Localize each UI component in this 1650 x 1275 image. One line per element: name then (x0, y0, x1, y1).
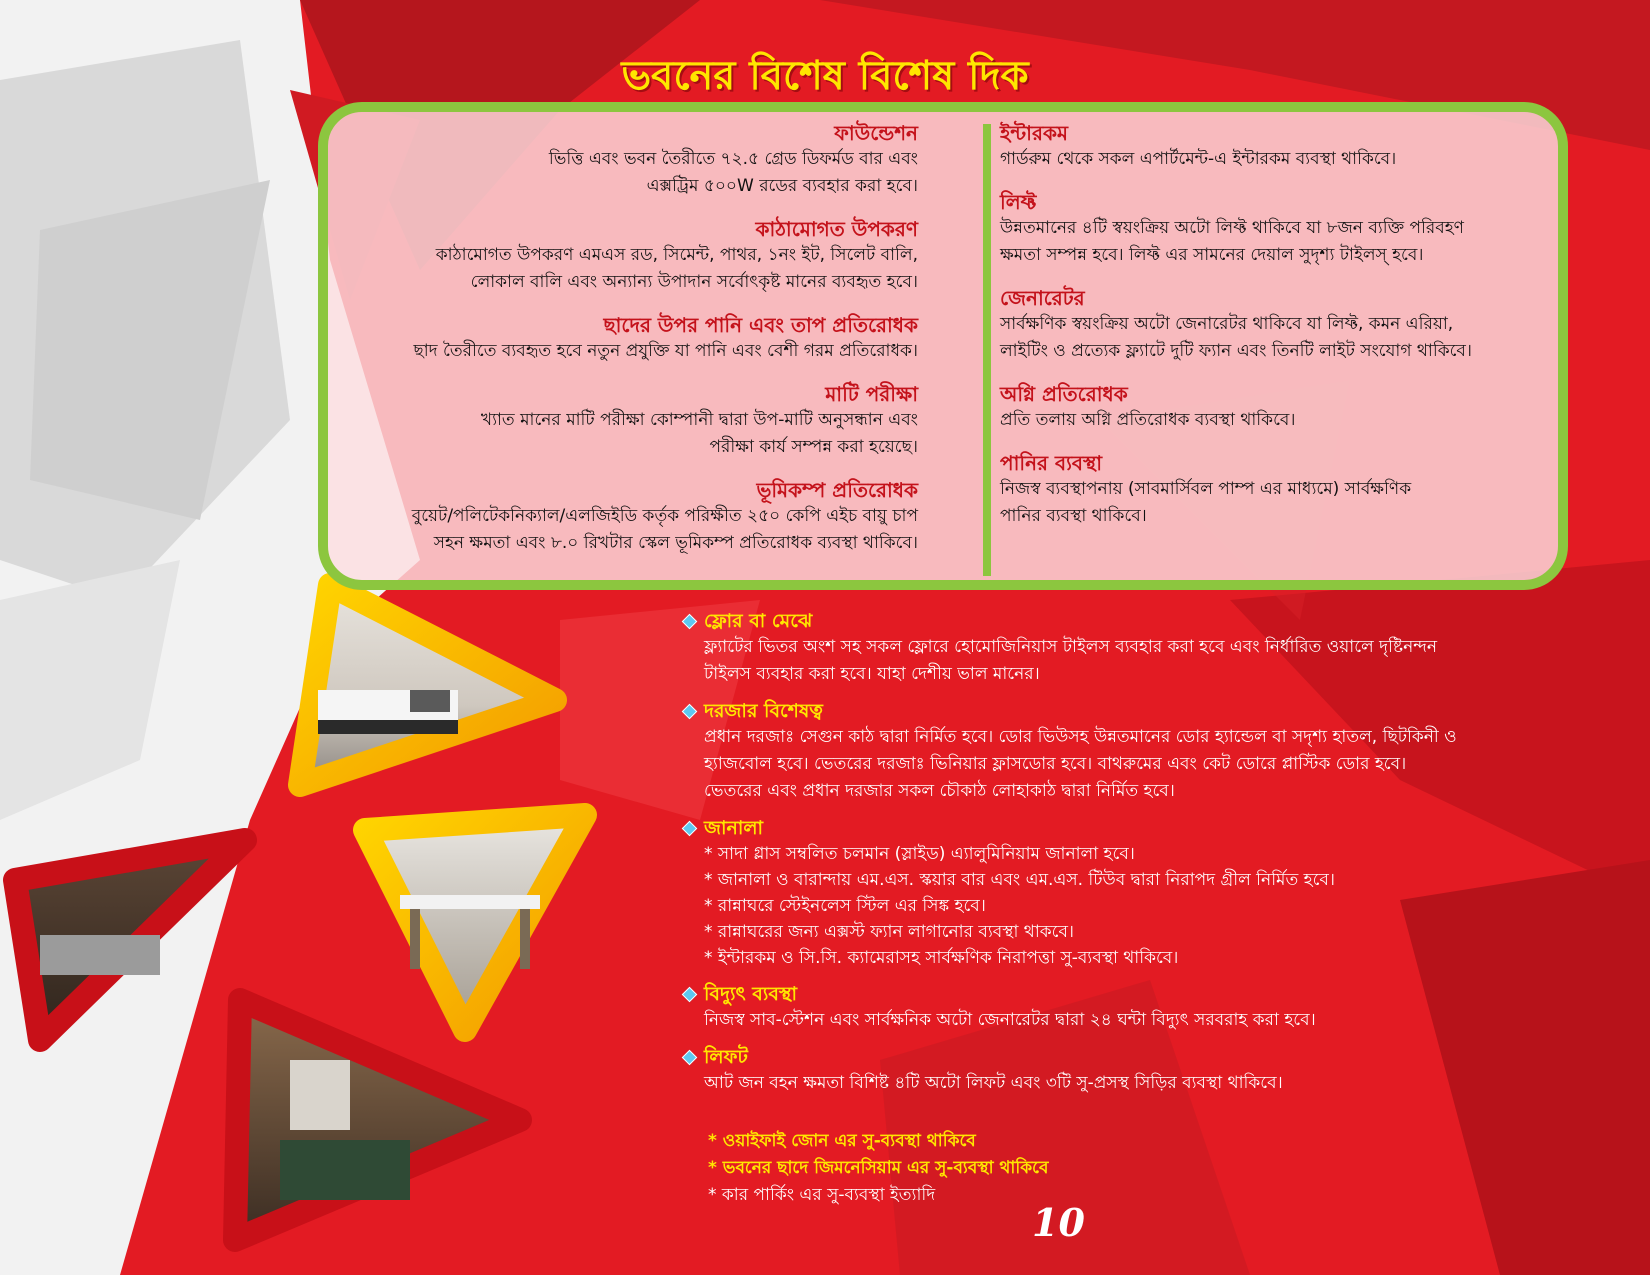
section-line: ভিত্তি এবং ভবন তৈরীতে ৭২.৫ গ্রেড ডিফর্মড বার এবং (548, 149, 918, 169)
section-heading: অগ্নি প্রতিরোধক (1000, 382, 1128, 406)
feature-electricity (682, 981, 1587, 1034)
section-water-supply (1000, 450, 1568, 530)
section-intercom (1000, 120, 1568, 173)
section-line: ছাদ তৈরীতে ব্যবহৃত হবে নতুন প্রযুক্তি যা পানি এবং বেশী গরম প্রতিরোধক। (413, 341, 918, 361)
feature-line: নিজস্ব সাব-স্টেশন এবং সার্বক্ষনিক অটো জেনারেটর দ্বারা ২৪ ঘন্টা বিদ্যুৎ সরবরাহ করা হবে। (704, 1010, 1316, 1030)
section-line: কাঠামোগত উপকরণ এমএস রড, সিমেন্ট, পাথর, ১নং ইট, সিলেট বালি, (435, 245, 918, 265)
section-line: গার্ডরুম থেকে সকল এপার্টমেন্ট-এ ইন্টারকম ব্যবস্থা থাকিবে। (1000, 149, 1397, 169)
section-lift (1000, 189, 1568, 269)
section-line: এক্সট্রিম ৫০০W রডের ব্যবহার করা হবে। (646, 176, 918, 196)
section-heading: মাটি পরীক্ষা (825, 382, 918, 406)
extra-item: * ভবনের ছাদে জিমনেসিয়াম এর সু-ব্যবস্থা থাকিবে (708, 1158, 1049, 1178)
extra-item: * কার পার্কিং এর সু-ব্যবস্থা ইত্যাদি (708, 1185, 936, 1205)
right-column (1000, 120, 1568, 546)
feature-list (682, 608, 1587, 1107)
feature-windows (682, 815, 1587, 971)
section-heading: জেনারেটর (1000, 286, 1085, 310)
feature-heading: বিদ্যুৎ ব্যবস্থা (682, 981, 1587, 1007)
feature-heading: জানালা (682, 815, 1587, 841)
feature-bullet: * জানালা ও বারান্দায় এম.এস. স্কয়ার বার এবং এম.এস. টিউব দ্বারা নিরাপদ গ্রীল নির্মিত হবে। (704, 870, 1335, 890)
feature-line: প্রধান দরজাঃ সেগুন কাঠ দ্বারা নির্মিত হবে। ডোর ভিউসহ উন্নতমানের ডোর হ্যান্ডেল বা সদৃশ্য হাতল, ছিটকিনী ও (704, 727, 1457, 747)
section-line: উন্নতমানের ৪টি স্বয়ংক্রিয় অটো লিফ্ট থাকিবে যা ৮জন ব্যক্তি পরিবহণ (1000, 218, 1464, 238)
feature-line: টাইলস ব্যবহার করা হবে। যাহা দেশীয় ভাল মানের। (704, 664, 1040, 684)
panel-divider (983, 124, 991, 576)
section-earthquake (333, 477, 918, 557)
feature-heading: দরজার বিশেষত্ব (682, 698, 1587, 724)
section-line: বুয়েট/পলিটেকনিক্যাল/এলজিইডি কর্তৃক পরিক্ষীত ২৫০ কেপি এইচ বায়ু চাপ (411, 506, 918, 526)
feature-line: ফ্ল্যাটের ভিতর অংশ সহ সকল ফ্লোরে হোমোজিনিয়াস টাইলস ব্যবহার করা হবে এবং নির্ধারিত ওয়ালে দৃষ্টিনন্দন (704, 637, 1438, 657)
section-structural-material (333, 216, 918, 296)
feature-line: হ্যাজবোল হবে। ভেতরের দরজাঃ ভিনিয়ার ফ্লাসডোর হবে। বাথরুমের এবং কেট ডোরে প্লাস্টিক ডোর হবে। (704, 754, 1407, 774)
feature-bullet: * সাদা গ্লাস সম্বলিত চলমান (স্লাইড) এ্যালুমিনিয়াম জানালা হবে। (704, 844, 1135, 864)
section-heading: ফাউন্ডেশন (834, 121, 918, 145)
feature-heading: ফ্লোর বা মেঝে (682, 608, 1587, 634)
section-roof-protection (333, 312, 918, 365)
section-line: পানির ব্যবস্থা থাকিবে। (1000, 506, 1147, 526)
section-line: লোকাল বালি এবং অন্যান্য উপাদান সর্বোৎকৃষ্ট মানের ব্যবহৃত হবে। (470, 272, 918, 292)
living-room-photo (300, 585, 555, 785)
feature-bullet: * রান্নাঘরে স্টেইনলেস স্টিল এর সিঙ্ক হবে। (704, 896, 986, 916)
feature-lift (682, 1044, 1587, 1097)
master-bedroom-photo (235, 1000, 520, 1240)
section-line: লাইটিং ও প্রত্যেক ফ্ল্যাটে দুটি ফ্যান এবং তিনটি লাইট সংযোগ থাকিবে। (1000, 341, 1472, 361)
extra-item: * ওয়াইফাই জোন এর সু-ব্যবস্থা থাকিবে (708, 1131, 976, 1151)
feature-heading: লিফট (682, 1044, 1587, 1070)
left-column (333, 120, 918, 573)
section-line: প্রতি তলায় অগ্নি প্রতিরোধক ব্যবস্থা থাকিবে। (1000, 410, 1296, 430)
section-line: ক্ষমতা সম্পন্ন হবে। লিফ্ট এর সামনের দেয়াল সুদৃশ্য টাইলস্ হবে। (1000, 245, 1424, 265)
page-number: 10 (1032, 1200, 1085, 1245)
feature-line: ভেতরের এবং প্রধান দরজার সকল চৌকাঠ লোহাকাঠ দ্বারা নির্মিত হবে। (704, 781, 1175, 801)
section-heading: ইন্টারকম (1000, 121, 1069, 145)
section-heading: ছাদের উপর পানি এবং তাপ প্রতিরোধক (603, 313, 918, 337)
section-line: খ্যাত মানের মাটি পরীক্ষা কোম্পানী দ্বারা উপ-মাটি অনুসন্ধান এবং (480, 410, 918, 430)
feature-line: আট জন বহন ক্ষমতা বিশিষ্ট ৪টি অটো লিফট এবং ৩টি সু-প্রসস্থ সিড়ির ব্যবস্থা থাকিবে। (704, 1073, 1283, 1093)
section-line: পরীক্ষা কার্য সম্পন্ন করা হয়েছে। (709, 437, 918, 457)
section-heading: কাঠামোগত উপকরণ (755, 217, 918, 241)
section-heading: ভূমিকম্প প্রতিরোধক (756, 478, 918, 502)
bedroom-photo (15, 840, 245, 1040)
section-heading: পানির ব্যবস্থা (1000, 451, 1103, 475)
section-heading: লিফ্ট (1000, 190, 1037, 214)
section-foundation (333, 120, 918, 200)
feature-doors (682, 698, 1587, 805)
section-soil-test (333, 381, 918, 461)
feature-floor (682, 608, 1587, 688)
extra-amenities (708, 1128, 1408, 1209)
section-line: নিজস্ব ব্যবস্থাপনায় (সাবমার্সিবল পাম্প এর মাধ্যমে) সার্বক্ষণিক (1000, 479, 1412, 499)
section-line: সার্বক্ষণিক স্বয়ংক্রিয় অটো জেনারেটর থাকিবে যা লিফ্ট, কমন এরিয়া, (1000, 314, 1454, 334)
page-title: ভবনের বিশেষ বিশেষ দিক (621, 53, 1029, 99)
feature-bullet: * রান্নাঘরের জন্য এক্সস্ট ফ্যান লাগানোর ব্যবস্থা থাকবে। (704, 922, 1075, 942)
section-line: সহন ক্ষমতা এবং ৮.০ রিখটার স্কেল ভূমিকম্প প্রতিরোধক ব্যবস্থা থাকিবে। (433, 533, 918, 553)
section-fire-protection (1000, 381, 1568, 434)
section-generator (1000, 285, 1568, 365)
dining-room-photo (365, 815, 585, 1030)
feature-bullet: * ইন্টারকম ও সি.সি. ক্যামেরাসহ সার্বক্ষণিক নিরাপত্তা সু-ব্যবস্থা থাকিবে। (704, 948, 1179, 968)
features-panel (318, 102, 1568, 590)
